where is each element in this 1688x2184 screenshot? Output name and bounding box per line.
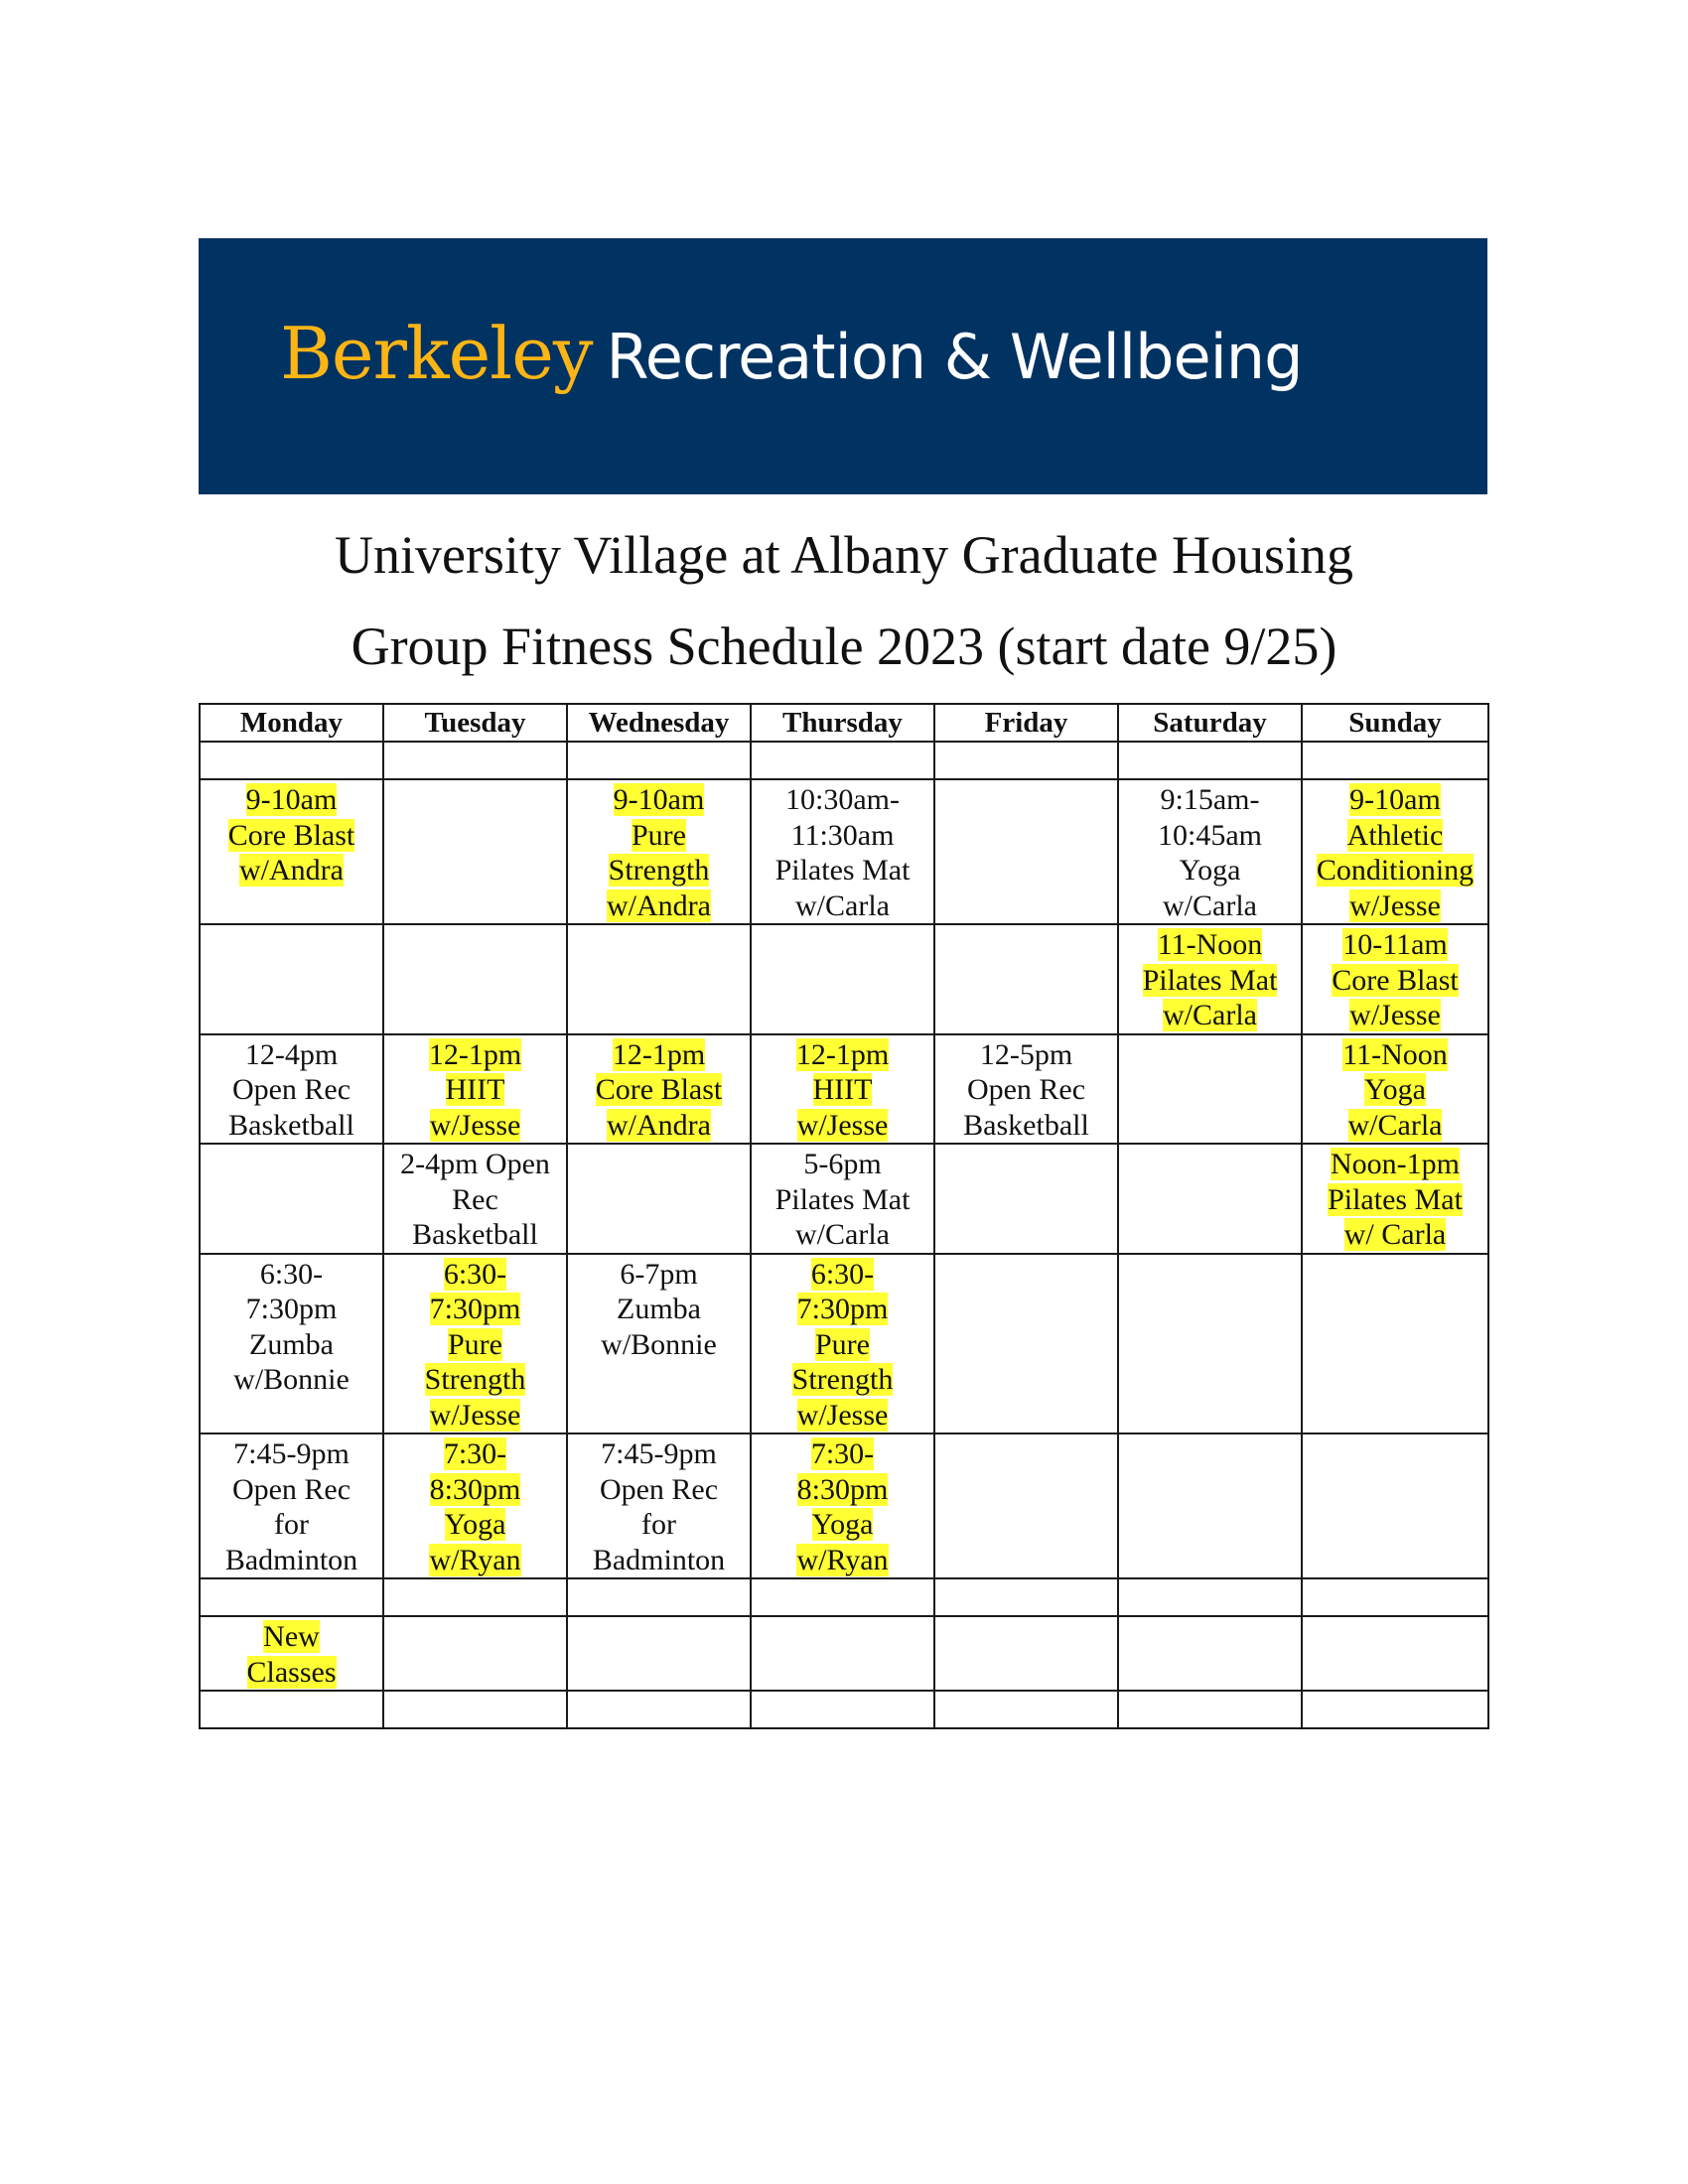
schedule-cell [1302, 742, 1488, 779]
class-entry-line: Basketball [963, 1108, 1089, 1142]
schedule-body [200, 742, 1488, 1728]
schedule-cell [383, 1578, 567, 1616]
schedule-row [200, 1034, 1488, 1145]
class-entry-line: 7:30pm [245, 1293, 338, 1325]
schedule-cell [383, 1034, 567, 1145]
class-entry-line: 11-Noon [1157, 928, 1263, 961]
class-entry-new [1119, 925, 1301, 1033]
class-entry-line: 12-5pm [979, 1037, 1073, 1071]
class-entry-line: w/Jesse [429, 1398, 521, 1432]
day-header: Friday [934, 704, 1118, 742]
schedule-cell [751, 742, 934, 779]
schedule-cell [751, 1433, 934, 1578]
class-entry-line: 12-1pm [428, 1037, 522, 1071]
schedule-cell [751, 1034, 934, 1145]
schedule-cell [1118, 1144, 1302, 1254]
schedule-cell [200, 1144, 383, 1254]
class-entry-line: HIIT [812, 1073, 873, 1106]
class-entry-line: Pilates Mat [1142, 963, 1278, 997]
class-entry-new [568, 780, 750, 923]
schedule-cell [934, 1144, 1118, 1254]
schedule-cell [1302, 1254, 1488, 1434]
class-entry-line: w/Jesse [429, 1108, 521, 1142]
class-entry-new [384, 1434, 566, 1577]
class-entry-line: Athletic [1346, 818, 1444, 852]
class-entry-line: w/Andra [607, 888, 711, 922]
class-entry-new [1303, 925, 1487, 1033]
class-entry [752, 1145, 933, 1253]
schedule-cell [751, 1578, 934, 1616]
schedule-cell [751, 1254, 934, 1434]
day-header: Wednesday [567, 704, 751, 742]
schedule-cell [1118, 1691, 1302, 1728]
class-entry-new [752, 1434, 933, 1577]
class-entry-line: w/Bonnie [601, 1327, 717, 1361]
schedule-cell [383, 1144, 567, 1254]
schedule-cell [934, 1433, 1118, 1578]
class-entry-line: for [641, 1508, 676, 1541]
schedule-cell [567, 1578, 751, 1616]
schedule-cell [1118, 1616, 1302, 1691]
class-entry-line: Classes [246, 1655, 337, 1689]
class-entry [384, 1145, 566, 1253]
schedule-cell [1302, 924, 1488, 1034]
class-entry-line: w/ Carla [1343, 1218, 1447, 1251]
class-entry [201, 1255, 382, 1398]
schedule-cell [934, 1578, 1118, 1616]
class-entry-line: 5-6pm [803, 1148, 882, 1180]
class-entry-line: Open Rec [966, 1073, 1086, 1106]
page-title: University Village at Albany Graduate Housing [334, 525, 1354, 585]
schedule-row [200, 779, 1488, 924]
class-entry [201, 1434, 382, 1577]
schedule-cell [751, 779, 934, 924]
class-entry-line: HIIT [445, 1073, 505, 1106]
class-entry-line: Core Blast [1332, 963, 1459, 997]
class-entry-line: 6:30- [810, 1257, 875, 1291]
class-entry-line: w/Bonnie [233, 1363, 350, 1396]
class-entry-line: 9-10am [245, 783, 338, 816]
class-entry-new [201, 1617, 382, 1690]
class-entry-line: Pilates Mat [1328, 1182, 1463, 1216]
class-entry-line: 8:30pm [796, 1472, 889, 1506]
header-banner [199, 238, 1487, 494]
class-entry [568, 1434, 750, 1577]
class-entry [935, 1035, 1117, 1144]
schedule-cell [383, 742, 567, 779]
schedule-cell [1118, 742, 1302, 779]
schedule-row [200, 1144, 1488, 1254]
class-entry [201, 1035, 382, 1144]
class-entry-line: 11-Noon [1342, 1037, 1448, 1071]
class-entry-new [201, 780, 382, 888]
schedule-cell [383, 1433, 567, 1578]
schedule-cell [567, 1144, 751, 1254]
day-header-row [200, 704, 1488, 742]
class-entry-new [1303, 780, 1487, 923]
schedule-cell [751, 1691, 934, 1728]
schedule-cell [200, 924, 383, 1034]
class-entry-new [752, 1255, 933, 1433]
schedule-cell [934, 742, 1118, 779]
schedule-cell [934, 1691, 1118, 1728]
schedule-cell [200, 1691, 383, 1728]
class-entry-line: Yoga [1364, 1073, 1426, 1106]
class-entry-line: Open Rec [231, 1472, 352, 1506]
class-entry-line: w/Andra [239, 854, 344, 887]
schedule-cell [1118, 924, 1302, 1034]
class-entry-new [1303, 1035, 1487, 1144]
schedule-cell [567, 779, 751, 924]
class-entry-line: Badminton [592, 1543, 726, 1576]
class-entry-line: Zumba [249, 1327, 334, 1361]
class-entry-line: Basketball [228, 1108, 354, 1142]
class-entry-line: 9-10am [1349, 783, 1441, 816]
schedule-cell [934, 924, 1118, 1034]
class-entry-line: w/Carla [1163, 999, 1257, 1031]
class-entry-line: Conditioning [1316, 854, 1475, 887]
schedule-cell [934, 1034, 1118, 1145]
schedule-cell [1302, 1691, 1488, 1728]
class-entry-line: 7:30pm [429, 1293, 521, 1325]
class-entry-line: Pure [632, 818, 686, 852]
schedule-cell [751, 1144, 934, 1254]
class-entry-new [1303, 1145, 1487, 1253]
schedule-cell [1118, 779, 1302, 924]
class-entry-line: Open Rec [231, 1073, 352, 1106]
class-entry-line: 12-1pm [612, 1037, 706, 1071]
schedule-cell [567, 1254, 751, 1434]
brand-recreation-wellbeing: Recreation & Wellbeing [606, 321, 1303, 393]
class-entry-line: 11:30am [790, 818, 895, 852]
schedule-cell [383, 1254, 567, 1434]
class-entry-line: 6:30- [259, 1257, 324, 1291]
class-entry-line: 7:30- [810, 1437, 875, 1470]
schedule-cell [1118, 1578, 1302, 1616]
schedule-cell [1302, 1433, 1488, 1578]
schedule-cell [567, 1034, 751, 1145]
class-entry-line: Rec [452, 1182, 498, 1216]
schedule-cell [567, 1691, 751, 1728]
schedule-cell [567, 1433, 751, 1578]
schedule-cell [200, 779, 383, 924]
class-entry-line: Pure [815, 1327, 870, 1361]
class-entry-line: Strength [424, 1363, 526, 1396]
class-entry-new [568, 1035, 750, 1144]
class-entry [1119, 780, 1301, 923]
class-entry-line: 7:45-9pm [601, 1437, 717, 1470]
schedule-row [200, 1433, 1488, 1578]
class-entry [752, 780, 933, 923]
schedule-cell [751, 1616, 934, 1691]
class-entry-line: Pilates Mat [774, 854, 911, 887]
schedule-cell [200, 1578, 383, 1616]
schedule-cell [934, 779, 1118, 924]
class-entry-line: Pilates Mat [774, 1182, 911, 1216]
day-header: Thursday [751, 704, 934, 742]
class-entry-line: w/Ryan [429, 1543, 521, 1576]
class-entry-line: 9:15am- [1160, 783, 1260, 816]
schedule-cell [200, 742, 383, 779]
schedule-cell [1302, 779, 1488, 924]
schedule-cell [567, 1616, 751, 1691]
class-entry-line: Yoga [444, 1508, 506, 1541]
schedule-row [200, 1691, 1488, 1728]
class-entry [568, 1255, 750, 1363]
class-entry-line: Zumba [617, 1293, 701, 1325]
class-entry-line: w/Jesse [796, 1398, 889, 1432]
class-entry-line: w/Andra [607, 1108, 711, 1142]
class-entry-line: 10:30am- [785, 783, 900, 816]
class-entry-line: 10:45am [1158, 818, 1262, 852]
class-entry-line: Noon-1pm [1331, 1148, 1460, 1180]
page-subtitle: Group Fitness Schedule 2023 (start date 9/25) [351, 616, 1337, 676]
class-entry-new [384, 1035, 566, 1144]
schedule-cell [1118, 1254, 1302, 1434]
class-entry-line: w/Jesse [796, 1108, 889, 1142]
schedule-cell [567, 742, 751, 779]
brand-berkeley: Berkeley [280, 312, 593, 395]
class-entry-line: Yoga [811, 1508, 874, 1541]
class-entry-line: Open Rec [599, 1472, 719, 1506]
class-entry-line: w/Carla [795, 1218, 890, 1251]
class-entry-line: w/Jesse [1349, 888, 1441, 922]
class-entry-line: 7:45-9pm [233, 1437, 350, 1470]
schedule-cell [200, 1034, 383, 1145]
class-entry-line: 9-10am [613, 783, 705, 816]
class-entry-line: 10-11am [1342, 928, 1448, 961]
schedule-cell [1118, 1433, 1302, 1578]
schedule-cell [751, 924, 934, 1034]
schedule-cell [200, 1433, 383, 1578]
schedule-cell [1118, 1034, 1302, 1145]
schedule-cell [383, 1616, 567, 1691]
schedule-cell [934, 1616, 1118, 1691]
class-entry-line: Core Blast [595, 1073, 723, 1106]
class-entry-line: Strength [608, 854, 710, 887]
class-entry-line: w/Ryan [796, 1543, 889, 1576]
class-entry-line: 8:30pm [429, 1472, 521, 1506]
schedule-cell [383, 1691, 567, 1728]
class-entry-new [384, 1255, 566, 1433]
class-entry-line: 2-4pm Open [400, 1148, 550, 1180]
brand-logo [280, 312, 1303, 395]
class-entry-line: 7:30pm [796, 1293, 889, 1325]
schedule-cell [200, 1616, 383, 1691]
schedule-cell [1302, 1578, 1488, 1616]
schedule-cell [567, 924, 751, 1034]
class-entry-line: New [263, 1620, 320, 1653]
class-entry-line: 12-4pm [244, 1037, 339, 1071]
schedule-cell [1302, 1034, 1488, 1145]
day-header: Saturday [1118, 704, 1302, 742]
day-header: Sunday [1302, 704, 1488, 742]
class-entry-line: for [274, 1508, 309, 1541]
class-entry-line: Badminton [224, 1543, 358, 1576]
class-entry-line: w/Carla [1347, 1108, 1443, 1142]
schedule-row [200, 1254, 1488, 1434]
class-entry-line: Strength [791, 1363, 894, 1396]
schedule-cell [1302, 1616, 1488, 1691]
class-entry-line: w/Carla [795, 888, 890, 922]
class-entry-new [752, 1035, 933, 1144]
schedule-row [200, 1616, 1488, 1691]
schedule-cell [383, 779, 567, 924]
day-header: Monday [200, 704, 383, 742]
class-entry-line: 7:30- [443, 1437, 507, 1470]
schedule-cell [934, 1254, 1118, 1434]
class-entry-line: w/Jesse [1349, 999, 1441, 1031]
schedule-table [199, 703, 1489, 1729]
class-entry-line: 6:30- [443, 1257, 507, 1291]
schedule-cell [1302, 1144, 1488, 1254]
class-entry-line: Pure [448, 1327, 502, 1361]
class-entry-line: Yoga [1179, 854, 1241, 887]
schedule-cell [200, 1254, 383, 1434]
class-entry-line: Basketball [412, 1218, 538, 1251]
class-entry-line: Core Blast [227, 818, 355, 852]
day-header: Tuesday [383, 704, 567, 742]
class-entry-line: w/Carla [1163, 888, 1257, 922]
schedule-row [200, 742, 1488, 779]
schedule-row [200, 1578, 1488, 1616]
class-entry-line: 6-7pm [620, 1257, 698, 1291]
schedule-row [200, 924, 1488, 1034]
class-entry-line: 12-1pm [795, 1037, 890, 1071]
schedule-cell [383, 924, 567, 1034]
